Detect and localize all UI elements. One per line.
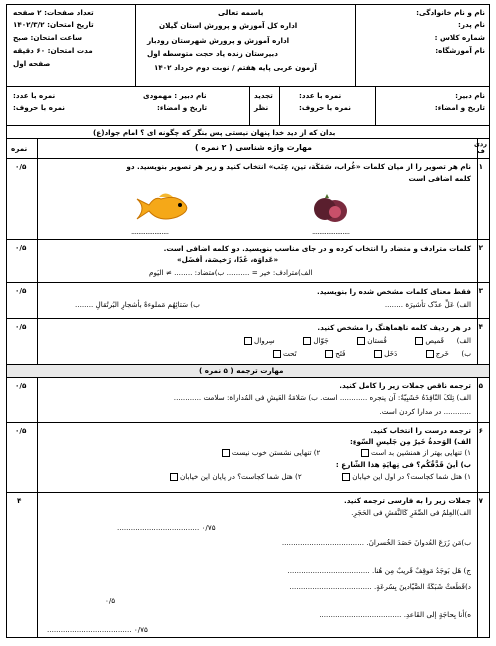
q1-number: ۱ [478, 162, 483, 171]
q2-number: ۲ [478, 243, 483, 252]
header [7, 5, 489, 87]
q6-b2-checkbox[interactable] [170, 473, 178, 481]
q6-number: ۶ [478, 426, 483, 435]
q6-b: ب) أینَ قَدَّقُکُم؟ فی نِهایَةِ هذا الشّارعِ : [335, 460, 471, 469]
q4-b2-checkbox[interactable] [374, 350, 382, 358]
teacher-name-label: نام دبیر: [455, 91, 485, 100]
q6-text: ترجمه درست را انتخاب کنید. [370, 426, 471, 435]
q7-number: ۷ [478, 496, 483, 505]
exam-duration: مدت امتحان: ۶۰ دقیقه [13, 46, 93, 55]
column-header [7, 139, 489, 159]
q7-sentence-4: د)قَطَعتْ شَبَکَةُ الصَّیّادینَ بِسُرعَةٍ. .................................... [289, 582, 471, 591]
score-header: نمره [11, 144, 28, 153]
score2-letters-label: نمره با حروف: [13, 103, 65, 112]
question-1 [7, 159, 489, 240]
q4-b3-checkbox[interactable] [325, 350, 333, 358]
q5-line-2: ............ در مدارا کردن است. [379, 407, 471, 416]
student-name-label: نام و نام خانوادگی: [416, 8, 485, 17]
q5-line-1: الف) تِلکَ النّافِذَةُ خَشَبِیّةٌ: آن پنجره ............ است. ب) سَلامَةُ العَیشِ فی المُداراة: سلامت ............ [173, 393, 471, 402]
section-translation-row [7, 365, 489, 378]
q4-a2: فُستان [367, 336, 387, 345]
q4-a3-checkbox[interactable] [303, 337, 311, 345]
q1-text-2: کلمه اضافی است [408, 174, 471, 183]
exam-date: تاریخ امتحان: ۱۴۰۲/۳/۲ [13, 20, 94, 29]
q1-blank-2: ..................... [131, 227, 169, 236]
q5-number: ۵ [478, 381, 483, 390]
q6-a-options [220, 448, 471, 457]
q7-sentence-1: الف)العِلمُ فی الصِّغَرِ کَالنَّقشِ فی الحَجَرِ. [351, 508, 471, 517]
q4-b4: تَحت [282, 349, 297, 358]
q2-text: کلمات مترادف و متضاد را انتخاب کرده و در جای مناسب بنویسید. دو کلمه اضافی است. [163, 244, 471, 253]
q7-s5-score: ۰/۷۵ ..................................... [47, 625, 148, 634]
review-label-2: نظر [254, 103, 269, 112]
q6-a2-checkbox[interactable] [222, 449, 230, 457]
question-6 [7, 423, 489, 493]
section-vocab: مهارت واژه شناسی ( ۲ نمره ) [195, 143, 312, 152]
date-sign-label: تاریخ و امضاء: [434, 103, 485, 112]
question-5 [7, 378, 489, 423]
exam-time: ساعت امتحان: صبح [13, 33, 83, 42]
goldfish-icon [135, 191, 193, 225]
question-7 [7, 493, 489, 638]
q1-score: ۰/۵ [15, 162, 27, 171]
score-number-label: نمره با عدد: [299, 91, 342, 100]
q4-a-label: الف) [456, 336, 471, 345]
q6-b1-checkbox[interactable] [342, 473, 350, 481]
q4-text: در هر ردیف کلمه ناهماهنگ را مشخص کنید. [317, 323, 471, 332]
q6-a2: ۲) تنهایی نشستن خوب نیست [231, 448, 321, 457]
basmala: باسمه تعالی [218, 8, 264, 17]
q7-sentence-3: ج) هَل بَوجَدُ مَوقِفٌ قَریبٌ مِن هُنا. .................................... [287, 566, 471, 575]
q4-a1: قَمیص [425, 336, 444, 345]
section-translation: مهارت ترجمه ( ۵ نمره ) [199, 366, 284, 375]
father-name-label: نام پدر: [457, 20, 485, 29]
q3-text: فقط معنای کلمات مشخص شده را بنویسید. [317, 287, 471, 296]
q6-a: الف) الوَحدةُ خَیرٌ مِن جَلیسِ السّوءِ: [349, 437, 471, 446]
q4-a2-checkbox[interactable] [357, 337, 365, 345]
date-sign2-label: تاریخ و امضاء: [157, 103, 208, 112]
exam-line: آزمون عربی پایه هفتم / نوبت دوم خرداد ۱۴۰۲ [154, 63, 317, 72]
q1-text-1: نام هر تصویر را از میان کلمات «غُراب، سَمَکَة، تین، عِنَب» انتخاب کنید و زیر هر تصویر بنویسید. دو [126, 162, 471, 171]
class-number-label: شماره کلاس : [434, 33, 485, 42]
q6-score: ۰/۵ [15, 426, 27, 435]
q4-b4-checkbox[interactable] [273, 350, 281, 358]
school-line: دبیرستان زنده یاد حجت متوسطه اول [147, 49, 278, 58]
q6-b-options [168, 472, 471, 481]
score2-number-label: نمره با عدد: [13, 91, 56, 100]
q4-a4: سِروال [254, 336, 275, 345]
page-label: صفحه اول [13, 59, 51, 68]
q4-b1-checkbox[interactable] [426, 350, 434, 358]
q3-score: ۰/۵ [15, 286, 27, 295]
q4-b-label: ب) [461, 349, 471, 358]
q4-number: ۴ [478, 322, 483, 331]
q7-sentence-5: ه)أنا بِحاجَةٍ إلی القَاعدِ. .................................... [319, 610, 471, 619]
q6-a1: ۱) تنهایی بهتر از همنشین بد است [371, 448, 471, 457]
q2-score: ۰/۵ [15, 243, 27, 252]
q4-row-b [271, 349, 471, 358]
q5-score: ۰/۵ [15, 381, 27, 390]
q4-a3: جَوّال [313, 336, 329, 345]
q4-b2: دَخَل [384, 349, 398, 358]
row-header: ردی ف [473, 140, 487, 156]
school-name-label: نام آموزشگاه: [435, 46, 485, 55]
quote-text: بدان که از دید خدا پنهان نیستی پس بنگر که چگونه ای ؟ امام جواد(ع) [93, 128, 336, 137]
q4-a4-checkbox[interactable] [244, 337, 252, 345]
q7-sentence-2: ب)مَن زَرَعَ العُدوانَ حَصَدَ الخُسرانَ. .................................... [281, 538, 471, 547]
q5-text: ترجمه ناقص جملات زیر را کامل کنید. [339, 381, 471, 390]
q2-words: «عَداوَة، غَدًا، رَخیصَة، أفضَل» [177, 255, 279, 264]
q3-option-b: ب) سَتائِهُم مَملوءةٌ بأشجارِ البُرتُقالِ ........ [75, 300, 200, 309]
q6-b2: ۲) هتل شما کجاست؟ در پایان این خیابان [180, 472, 302, 481]
q7-s1-score: ۰/۷۵ .................................... [117, 523, 216, 532]
score-letters-label: نمره با حروف: [299, 103, 351, 112]
q7-score: ۴ [17, 496, 22, 505]
q4-b1: خَرج [435, 349, 449, 358]
exam-sheet [6, 4, 490, 638]
q4-row-a [242, 336, 471, 345]
q7-s4-score: ۰/۵ [105, 596, 116, 605]
question-2 [7, 240, 489, 283]
q3-number: ۳ [478, 286, 483, 295]
q1-blank-1: ..................... [312, 227, 350, 236]
q4-a1-checkbox[interactable] [415, 337, 423, 345]
q4-b3: فَتَح [335, 349, 346, 358]
q2-answers: الف)مترادف: خیر = .......... ب)متضاد: ........ ≠ الیَوم [149, 268, 313, 277]
q6-b1: ۱) هتل شما کجاست؟ در اول این خیابان [352, 472, 471, 481]
q6-a1-checkbox[interactable] [361, 449, 369, 457]
grading-row [7, 87, 489, 126]
dept-line-1: اداره کل آموزش و پرورش استان گیلان [159, 21, 298, 30]
question-3 [7, 283, 489, 319]
teacher2-label: نام دبیر : مهمودی [143, 91, 207, 100]
page-count: تعداد صفحات: ۲ صفحه [13, 8, 94, 17]
q7-text: جملات زیر را به فارسی ترجمه کنید. [344, 496, 471, 505]
review-label: تجدید [254, 91, 273, 100]
quote-row [7, 126, 489, 139]
dept-line-2: اداره آموزش و پرورش شهرستان رودبار [147, 36, 290, 45]
q3-option-a: الف) عَلِّ عدّک تأشیرَة ........ [384, 300, 471, 309]
fig-icon [313, 193, 349, 225]
q4-score: ۰/۵ [15, 322, 27, 331]
question-4 [7, 319, 489, 365]
